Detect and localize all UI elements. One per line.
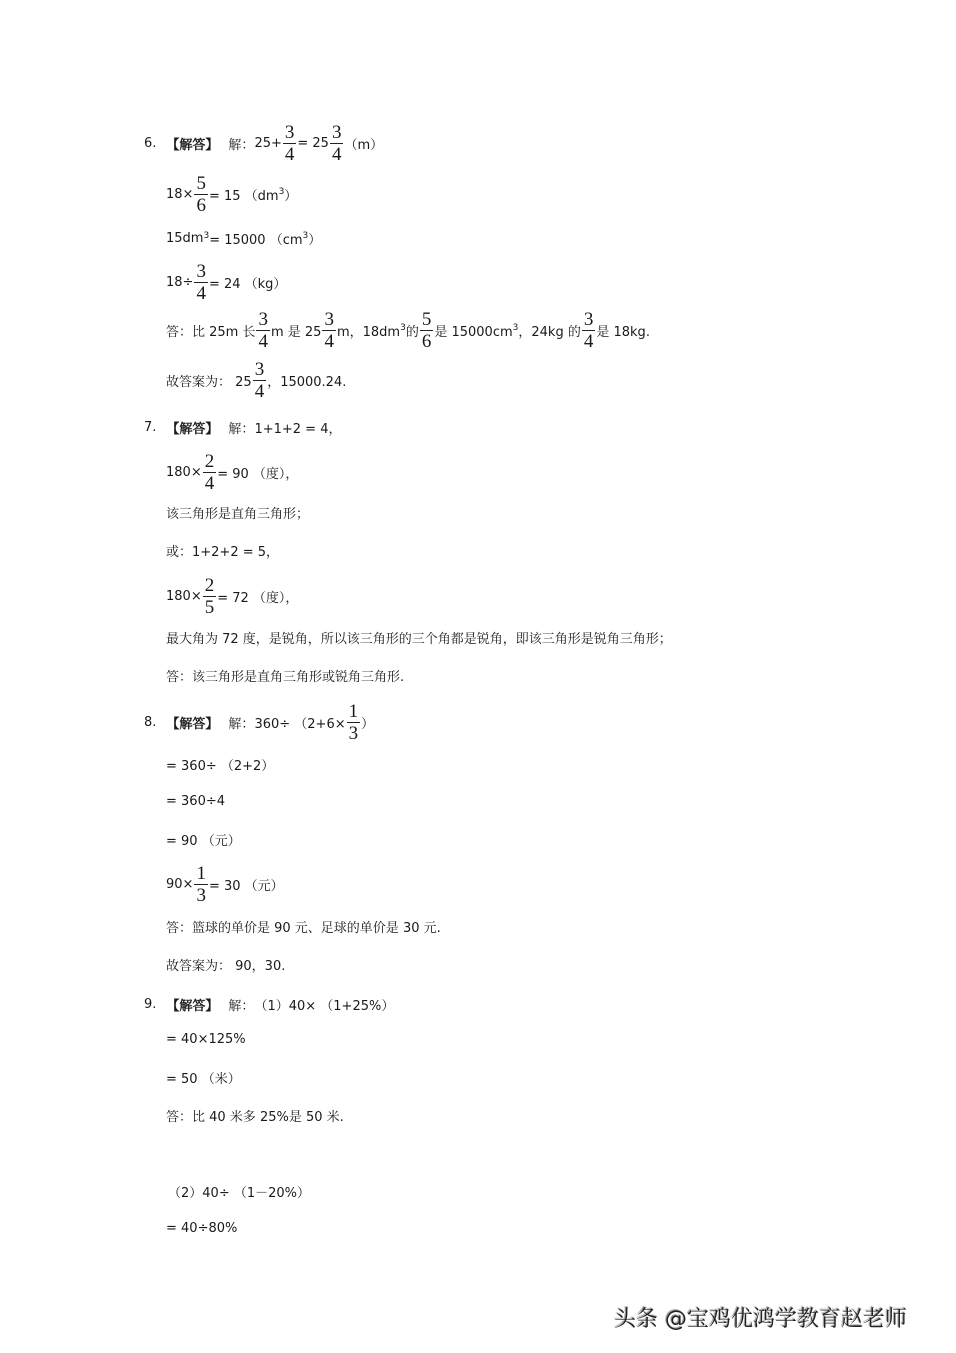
solution-tag: 【解答】 — [166, 137, 219, 153]
p7-line-1: 7. 【解答】 解： 1+1+2 = 4， — [144, 419, 342, 437]
p7-answer: 答：该三角形是直角三角形或锐角三角形. — [166, 669, 405, 685]
fraction: $\frac{3}{4}$ — [284, 121, 295, 165]
p6-line-2: 18× $\frac{5}{6}$ = 15 （dm $^3$ ） — [166, 172, 298, 216]
fraction: $\frac{2}{5}$ — [204, 574, 215, 618]
p7-line-3: 该三角形是直角三角形； — [166, 506, 310, 522]
solution-tag: 【解答】 — [166, 998, 219, 1014]
fraction: $\frac{3}{4}$ — [196, 260, 206, 304]
p8-answer: 答：篮球的单价是 90 元、足球的单价是 30 元. — [166, 920, 441, 936]
p6-line-1: 6. 【解答】 解： 25+ $\frac{3}{4}$ = 25 $\frac{3}{4}$ （m） — [144, 121, 384, 165]
fraction: $\frac{3}{4}$ — [331, 121, 342, 165]
fraction: $\frac{2}{4}$ — [204, 450, 215, 494]
p9-line-1: 9. 【解答】 解： （1）40× （1+25%） — [144, 996, 395, 1014]
p8-line-1: 8. 【解答】 解： 360÷ （2+6× $\frac{1}{3}$ ） — [144, 700, 375, 744]
problem-number: 6. — [144, 135, 157, 151]
problem-number: 7. — [144, 419, 157, 435]
fraction: $\frac{3}{4}$ — [324, 308, 334, 352]
p9-line-5: （2）40÷ （1－20%） — [168, 1185, 311, 1201]
solution-tag: 【解答】 — [166, 421, 219, 437]
problem-number: 8. — [144, 714, 157, 730]
fraction: $\frac{5}{6}$ — [421, 308, 432, 352]
p7-line-4: 或：1+2+2 = 5， — [166, 544, 280, 560]
p6-line-3: 15dm $^3$ = 15000 （cm $^3$ ） — [166, 230, 322, 248]
p6-final-answer: 故答案为： 25 $\frac{3}{4}$ ，15000.24. — [166, 358, 347, 402]
fraction: $\frac{3}{4}$ — [583, 308, 594, 352]
fraction: $\frac{3}{4}$ — [254, 358, 265, 402]
solution-tag: 【解答】 — [166, 716, 219, 732]
p8-line-2: = 360÷ （2+2） — [166, 758, 275, 774]
p8-line-3: = 360÷4 — [166, 793, 226, 809]
p8-line-5: 90× $\frac{1}{3}$ = 30 （元） — [166, 862, 284, 906]
p9-line-2: = 40×125% — [166, 1031, 246, 1047]
p7-line-2: 180× $\frac{2}{4}$ = 90 （度）， — [166, 450, 299, 494]
p6-line-4: 18÷ $\frac{3}{4}$ = 24 （kg） — [166, 260, 287, 304]
p7-line-6: 最大角为 72 度，是锐角，所以该三角形的三个角都是锐角，即该三角形是锐角三角形； — [166, 631, 672, 647]
p9-answer: 答：比 40 米多 25%是 50 米. — [166, 1109, 344, 1125]
problem-number: 9. — [144, 996, 157, 1012]
p9-line-3: = 50 （米） — [166, 1071, 241, 1087]
fraction: $\frac{5}{6}$ — [196, 172, 206, 216]
p8-final-answer: 故答案为： 90，30. — [166, 958, 286, 974]
fraction: $\frac{1}{3}$ — [348, 700, 359, 744]
fraction: $\frac{1}{3}$ — [196, 862, 206, 906]
p8-line-4: = 90 （元） — [166, 833, 241, 849]
p7-line-5: 180× $\frac{2}{5}$ = 72 （度）， — [166, 574, 299, 618]
p9-line-6: = 40÷80% — [166, 1220, 238, 1236]
p6-answer: 答：比 25m 长 $\frac{3}{4}$ m 是 25 $\frac{3}{4}$ m，18dm $^3$ 的 $\frac{5}{6}$ 是 15000cm $^3$ ，24kg 的 $\frac{3}{4}$ 是 18kg. — [166, 308, 650, 352]
fraction: $\frac{3}{4}$ — [258, 308, 268, 352]
watermark: 头条 @宝鸡优鸿学教育赵老师 — [614, 1307, 907, 1332]
